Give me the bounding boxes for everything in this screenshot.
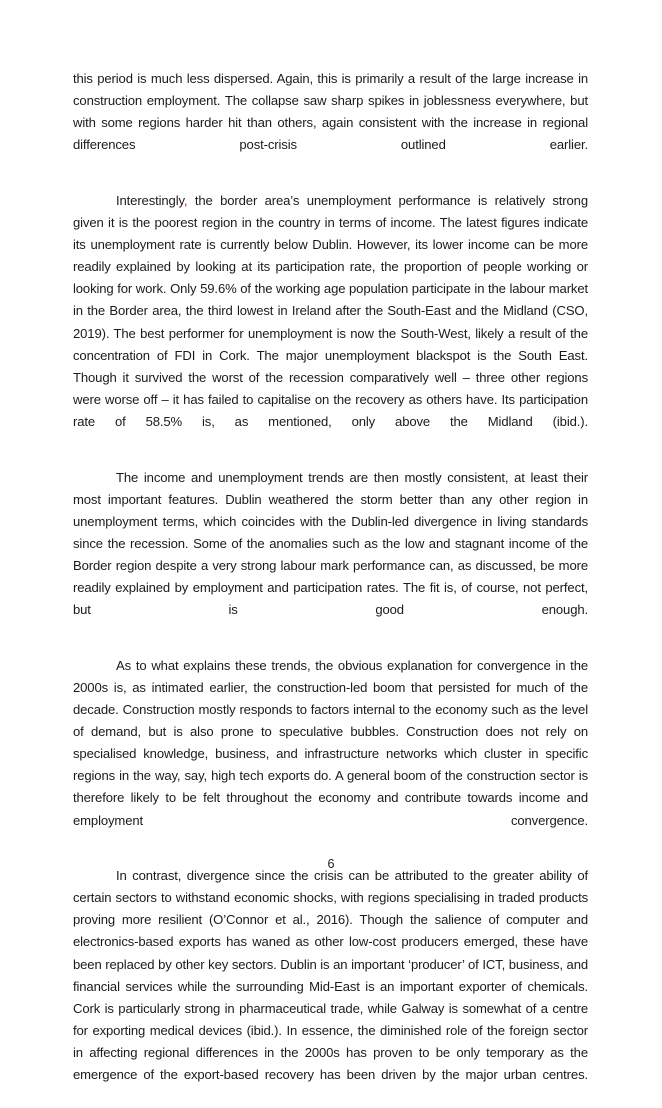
body-paragraph-1: this period is much less dispersed. Again, this is primarily a result of the large increase in construction employment. The collapse saw sharp spikes in joblessness everywhere, but with some regions harder hit than others, again consistent with the increase in regional differences post-crisis outlined earlier. bbox=[73, 71, 588, 153]
paragraph-2-lead-text: Interestingly bbox=[116, 192, 184, 208]
tracked-change-comma: , bbox=[183, 192, 188, 208]
body-paragraph-5: In contrast, divergence since the crisis can be attributed to the greater ability of certain sectors to withstand economic shocks, with regions specialising in traded products proving more resilient (O’Connor et al., 2016). Though the salience of computer and electronics-based exports has waned as other low-cost producers emerged, these have been replaced by other key sectors. Dublin is an important ‘producer’ of ICT, business, and financial services while the surrounding Mid-East is an important exporter of chemicals. Cork is particularly strong in pharmaceutical trade, while Galway is somewhat of a centre for exporting medical devices (ibid.). In essence, the diminished role of the foreign sector in affecting regional differences in the 2000s has proven to be only temporary as the emergence of the export-based recovery has been driven by the major urban centres. bbox=[73, 868, 588, 1083]
paragraph-2-body-text: the border area’s unemployment performance is relatively strong given it is the poorest region in the country in terms of income. The latest figures indicate its unemployment rate is currently below Dublin. However, its lower income can be more readily explained by looking at its participation rate, the proportion of people working or looking for work. Only 59.6% of the working age population participate in the labour market in the Border area, the third lowest in Ireland after the South-East and the Midland (CSO, 2019). The best performer for unemployment is now the South-West, likely a result of the concentration of FDI in Cork. The major unemployment blackspot is the South East. Though it survived the worst of the recession comparatively well – three other regions were worse off – it has failed to capitalise on the recovery as others have. Its participation rate of 58.5% is, as mentioned, only above the Midland (ibid.). bbox=[73, 192, 588, 429]
document-body bbox=[73, 68, 588, 1108]
body-paragraph-2 bbox=[73, 190, 588, 455]
body-paragraph-4: As to what explains these trends, the obvious explanation for convergence in the 2000s is, as intimated earlier, the construction-led boom that persisted for much of the decade. Construction mostly responds to factors internal to the economy such as the level of demand, but is also prone to speculative bubbles. Construction does not rely on specialised knowledge, business, and infrastructure networks which cluster in specific regions in the way, say, high tech exports do. A general boom of the construction sector is therefore likely to be felt throughout the economy and contribute towards income and employment convergence. bbox=[73, 657, 588, 828]
page-number: 6 bbox=[327, 857, 335, 871]
body-paragraph-3: The income and unemployment trends are then mostly consistent, at least their most important features. Dublin weathered the storm better than any other region in unemployment terms, which coincides with the Dublin-led divergence in living standards since the recession. Some of the anomalies such as the low and stagnant income of the Border region despite a very strong labour mark performance can, as discussed, be more readily explained by employment and participation rates. The fit is, of course, not perfect, but is good enough. bbox=[73, 469, 588, 618]
page-footer bbox=[0, 855, 662, 873]
